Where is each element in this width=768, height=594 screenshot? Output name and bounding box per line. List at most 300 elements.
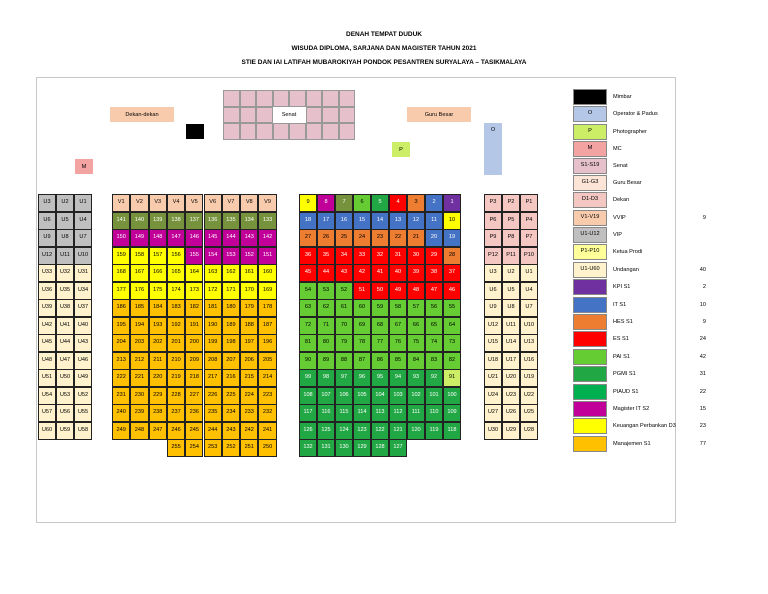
seat-guest-right[interactable]: P5 [502,212,520,230]
seat-mid-left[interactable]: 247 [149,422,167,440]
seat-mid-right[interactable]: 128 [371,439,389,457]
seat-mid-right[interactable]: 66 [407,317,425,335]
seat-guest-left[interactable]: U10 [74,247,92,265]
seat-guest-right[interactable]: U30 [484,422,502,440]
seat-mid-left[interactable]: V8 [240,194,258,212]
seat-guest-left[interactable]: U32 [56,264,74,282]
seat-mid-right[interactable]: 43 [335,264,353,282]
seat-mid-left[interactable]: 225 [222,387,240,405]
seat-mid-right[interactable]: 100 [443,387,461,405]
seat-guest-left[interactable]: U57 [38,404,56,422]
seat-mid-left[interactable]: 200 [185,334,203,352]
seat-mid-left[interactable]: 198 [222,334,240,352]
seat-guest-right[interactable]: U23 [502,387,520,405]
seat-mid-right[interactable]: 55 [443,299,461,317]
seat-guest-left[interactable]: U44 [56,334,74,352]
seat-mid-right[interactable]: 51 [353,282,371,300]
seat-mid-left[interactable]: V2 [130,194,148,212]
seat-mid-left[interactable]: 179 [240,299,258,317]
seat-mid-right[interactable]: 41 [371,264,389,282]
seat-mid-left[interactable]: 250 [258,439,276,457]
seat-guest-right[interactable]: U22 [520,387,538,405]
seat-mid-left[interactable]: 160 [258,264,276,282]
seat-guest-right[interactable]: U4 [520,282,538,300]
seat-mid-left[interactable]: 142 [258,229,276,247]
seat-guest-right[interactable]: U6 [484,282,502,300]
seat-mid-right[interactable]: 98 [317,369,335,387]
seat-mid-left[interactable]: 236 [185,404,203,422]
seat-mid-right[interactable]: 57 [407,299,425,317]
seat-mid-left[interactable]: 235 [204,404,222,422]
seat-guest-left[interactable]: U37 [74,299,92,317]
seat-guest-right[interactable]: U10 [520,317,538,335]
seat-mid-left[interactable]: 212 [130,352,148,370]
seat-mid-right[interactable]: 50 [371,282,389,300]
seat-guest-left[interactable]: U11 [56,247,74,265]
seat-mid-left[interactable]: 253 [204,439,222,457]
seat-mid-right[interactable]: 26 [317,229,335,247]
seat-mid-right[interactable]: 83 [425,352,443,370]
seat-mid-right[interactable]: 14 [371,212,389,230]
seat-mid-right[interactable]: 23 [371,229,389,247]
seat-mid-left[interactable]: 211 [149,352,167,370]
seat-mid-right[interactable]: 113 [371,404,389,422]
seat-mid-left[interactable]: 194 [130,317,148,335]
seat-mid-left[interactable]: 244 [204,422,222,440]
seat-mid-left[interactable]: 214 [258,369,276,387]
seat-mid-left[interactable]: 183 [167,299,185,317]
seat-mid-right[interactable]: 30 [407,247,425,265]
seat-mid-right[interactable]: 69 [353,317,371,335]
seat-mid-left[interactable]: 159 [112,247,130,265]
seat-mid-left[interactable]: 138 [167,212,185,230]
seat-mid-left[interactable]: 207 [222,352,240,370]
seat-guest-right[interactable]: U15 [484,334,502,352]
seat-guest-right[interactable]: U13 [520,334,538,352]
seat-mid-right[interactable]: 64 [443,317,461,335]
seat-mid-right[interactable]: 106 [335,387,353,405]
seat-mid-left[interactable]: 188 [240,317,258,335]
seat-mid-right[interactable]: 56 [425,299,443,317]
seat-mid-left[interactable]: 153 [222,247,240,265]
seat-mid-right[interactable]: 47 [425,282,443,300]
seat-mid-right[interactable]: 116 [317,404,335,422]
seat-mid-left[interactable]: 162 [222,264,240,282]
seat-mid-left[interactable]: 184 [149,299,167,317]
seat-guest-right[interactable]: P6 [484,212,502,230]
seat-mid-left[interactable]: 231 [112,387,130,405]
seat-mid-left[interactable]: 224 [240,387,258,405]
seat-mid-left[interactable]: 151 [258,247,276,265]
seat-guest-left[interactable]: U54 [38,387,56,405]
seat-guest-right[interactable]: P12 [484,247,502,265]
seat-mid-right[interactable]: 122 [371,422,389,440]
seat-guest-right[interactable]: U18 [484,352,502,370]
seat-guest-right[interactable]: U27 [484,404,502,422]
seat-guest-left[interactable]: U38 [56,299,74,317]
seat-guest-left[interactable]: U45 [38,334,56,352]
seat-mid-left[interactable]: 170 [240,282,258,300]
seat-mid-left[interactable]: V9 [258,194,276,212]
seat-mid-left[interactable]: 186 [112,299,130,317]
seat-mid-left[interactable]: 229 [149,387,167,405]
seat-mid-right[interactable]: 103 [389,387,407,405]
seat-mid-right[interactable]: 20 [425,229,443,247]
seat-mid-left[interactable]: 221 [130,369,148,387]
seat-guest-right[interactable]: U20 [502,369,520,387]
seat-mid-right[interactable]: 28 [443,247,461,265]
seat-mid-left[interactable]: 255 [167,439,185,457]
seat-guest-left[interactable]: U55 [74,404,92,422]
seat-mid-left[interactable]: 201 [167,334,185,352]
seat-mid-right[interactable]: 9 [299,194,317,212]
seat-mid-right[interactable]: 117 [299,404,317,422]
seat-guest-left[interactable]: U59 [56,422,74,440]
seat-mid-right[interactable]: 12 [407,212,425,230]
seat-guest-right[interactable]: P3 [484,194,502,212]
seat-mid-right[interactable]: 21 [407,229,425,247]
seat-mid-right[interactable]: 1 [443,194,461,212]
seat-guest-right[interactable]: U24 [484,387,502,405]
seat-guest-left[interactable]: U8 [56,229,74,247]
seat-mid-left[interactable]: 172 [204,282,222,300]
seat-mid-left[interactable]: 154 [204,247,222,265]
seat-mid-left[interactable]: 215 [240,369,258,387]
seat-mid-right[interactable]: 61 [335,299,353,317]
seat-guest-right[interactable]: U16 [520,352,538,370]
seat-guest-right[interactable]: U26 [502,404,520,422]
seat-mid-left[interactable]: 248 [130,422,148,440]
seat-mid-right[interactable]: 93 [407,369,425,387]
seat-mid-right[interactable]: 119 [425,422,443,440]
seat-mid-right[interactable]: 92 [425,369,443,387]
seat-mid-right[interactable]: 35 [317,247,335,265]
seat-mid-right[interactable]: 67 [389,317,407,335]
seat-mid-left[interactable]: 234 [222,404,240,422]
seat-mid-right[interactable]: 24 [353,229,371,247]
seat-guest-left[interactable]: U58 [74,422,92,440]
seat-mid-right[interactable]: 42 [353,264,371,282]
seat-mid-right[interactable]: 60 [353,299,371,317]
seat-mid-right[interactable]: 53 [317,282,335,300]
seat-guest-left[interactable]: U46 [74,352,92,370]
seat-guest-right[interactable]: U21 [484,369,502,387]
seat-guest-left[interactable]: U3 [38,194,56,212]
seat-mid-left[interactable]: 219 [167,369,185,387]
seat-mid-left[interactable]: 168 [112,264,130,282]
seat-mid-left[interactable]: 145 [204,229,222,247]
seat-mid-right[interactable]: 94 [389,369,407,387]
seat-mid-left[interactable]: 182 [185,299,203,317]
seat-guest-right[interactable]: P4 [520,212,538,230]
seat-mid-left[interactable]: 149 [130,229,148,247]
seat-guest-right[interactable]: P9 [484,229,502,247]
seat-mid-left[interactable]: 197 [240,334,258,352]
seat-mid-left[interactable]: 164 [185,264,203,282]
seat-mid-left[interactable]: 251 [240,439,258,457]
seat-guest-right[interactable]: U5 [502,282,520,300]
seat-guest-right[interactable]: U28 [520,422,538,440]
seat-guest-left[interactable]: U1 [74,194,92,212]
seat-mid-right[interactable]: 59 [371,299,389,317]
seat-mid-left[interactable]: 203 [130,334,148,352]
seat-guest-right[interactable]: U7 [520,299,538,317]
seat-guest-right[interactable]: U25 [520,404,538,422]
seat-mid-left[interactable]: 191 [185,317,203,335]
seat-guest-left[interactable]: U60 [38,422,56,440]
seat-mid-left[interactable]: 220 [149,369,167,387]
seat-mid-right[interactable]: 2 [425,194,443,212]
seat-guest-right[interactable]: P2 [502,194,520,212]
seat-mid-left[interactable]: 254 [185,439,203,457]
seat-mid-left[interactable]: 192 [167,317,185,335]
seat-mid-left[interactable]: 237 [167,404,185,422]
seat-mid-left[interactable]: 226 [204,387,222,405]
seat-mid-left[interactable]: 206 [240,352,258,370]
seat-guest-right[interactable]: U12 [484,317,502,335]
seat-guest-left[interactable]: U5 [56,212,74,230]
seat-mid-right[interactable]: 90 [299,352,317,370]
seat-guest-right[interactable]: U29 [502,422,520,440]
seat-mid-right[interactable]: 102 [407,387,425,405]
seat-guest-left[interactable]: U42 [38,317,56,335]
seat-mid-right[interactable]: 72 [299,317,317,335]
seat-guest-right[interactable]: P10 [520,247,538,265]
seat-mid-right[interactable]: 80 [317,334,335,352]
seat-mid-left[interactable]: 245 [185,422,203,440]
seat-mid-left[interactable]: 205 [258,352,276,370]
seat-mid-right[interactable]: 71 [317,317,335,335]
seat-mid-left[interactable]: V3 [149,194,167,212]
seat-mid-left[interactable]: 199 [204,334,222,352]
seat-guest-left[interactable]: U41 [56,317,74,335]
seat-mid-left[interactable]: 246 [167,422,185,440]
seat-guest-left[interactable]: U49 [74,369,92,387]
seat-mid-left[interactable]: 150 [112,229,130,247]
seat-guest-right[interactable]: U1 [520,264,538,282]
seat-mid-left[interactable]: V1 [112,194,130,212]
seat-guest-left[interactable]: U39 [38,299,56,317]
seat-mid-right[interactable]: 86 [371,352,389,370]
seat-mid-right[interactable]: 112 [389,404,407,422]
seat-mid-right[interactable]: 62 [317,299,335,317]
seat-guest-left[interactable]: U33 [38,264,56,282]
seat-mid-left[interactable]: 180 [222,299,240,317]
seat-mid-left[interactable]: 146 [185,229,203,247]
seat-mid-left[interactable]: 216 [222,369,240,387]
seat-mid-right[interactable]: 131 [317,439,335,457]
seat-mid-right[interactable]: 85 [389,352,407,370]
seat-mid-left[interactable]: 156 [167,247,185,265]
seat-mid-right[interactable]: 46 [443,282,461,300]
seat-mid-left[interactable]: 144 [222,229,240,247]
seat-mid-right[interactable]: 81 [299,334,317,352]
seat-mid-right[interactable]: 6 [353,194,371,212]
seat-mid-right[interactable]: 127 [389,439,407,457]
seat-guest-left[interactable]: U9 [38,229,56,247]
seat-guest-left[interactable]: U48 [38,352,56,370]
seat-mid-left[interactable]: 210 [167,352,185,370]
seat-mid-right[interactable]: 105 [353,387,371,405]
seat-mid-left[interactable]: 169 [258,282,276,300]
seat-mid-left[interactable]: 252 [222,439,240,457]
seat-guest-left[interactable]: U40 [74,317,92,335]
seat-mid-right[interactable]: 97 [335,369,353,387]
seat-mid-left[interactable]: 185 [130,299,148,317]
seat-guest-left[interactable]: U51 [38,369,56,387]
seat-guest-left[interactable]: U7 [74,229,92,247]
seat-guest-left[interactable]: U56 [56,404,74,422]
seat-mid-right[interactable]: 36 [299,247,317,265]
seat-mid-left[interactable]: 204 [112,334,130,352]
seat-mid-right[interactable]: 7 [335,194,353,212]
seat-guest-right[interactable]: P8 [502,229,520,247]
seat-mid-left[interactable]: 136 [204,212,222,230]
seat-mid-left[interactable]: 241 [258,422,276,440]
seat-mid-left[interactable]: 152 [240,247,258,265]
seat-mid-right[interactable]: 52 [335,282,353,300]
seat-guest-right[interactable]: U2 [502,264,520,282]
seat-mid-left[interactable]: 181 [204,299,222,317]
seat-mid-left[interactable]: 227 [185,387,203,405]
seat-mid-right[interactable]: 101 [425,387,443,405]
seat-mid-left[interactable]: 217 [204,369,222,387]
seat-mid-right[interactable]: 70 [335,317,353,335]
seat-mid-right[interactable]: 13 [389,212,407,230]
seat-mid-left[interactable]: 233 [240,404,258,422]
seat-guest-left[interactable]: U35 [56,282,74,300]
seat-mid-left[interactable]: 157 [149,247,167,265]
seat-mid-left[interactable]: 163 [204,264,222,282]
seat-mid-right[interactable]: 109 [443,404,461,422]
seat-guest-right[interactable]: P7 [520,229,538,247]
seat-mid-left[interactable]: 158 [130,247,148,265]
seat-guest-left[interactable]: U4 [74,212,92,230]
seat-mid-left[interactable]: V5 [185,194,203,212]
seat-guest-left[interactable]: U31 [74,264,92,282]
seat-mid-right[interactable]: 63 [299,299,317,317]
seat-mid-left[interactable]: 167 [130,264,148,282]
seat-mid-left[interactable]: 140 [130,212,148,230]
seat-mid-right[interactable]: 34 [335,247,353,265]
seat-mid-right[interactable]: 38 [425,264,443,282]
seat-mid-left[interactable]: 218 [185,369,203,387]
seat-mid-right[interactable]: 10 [443,212,461,230]
seat-mid-right[interactable]: 32 [371,247,389,265]
seat-mid-right[interactable]: 96 [353,369,371,387]
seat-mid-left[interactable]: 171 [222,282,240,300]
seat-mid-right[interactable]: 73 [443,334,461,352]
seat-guest-right[interactable]: U11 [502,317,520,335]
seat-mid-left[interactable]: V7 [222,194,240,212]
seat-mid-right[interactable]: 108 [299,387,317,405]
seat-mid-left[interactable]: 242 [240,422,258,440]
seat-mid-right[interactable]: 19 [443,229,461,247]
seat-mid-left[interactable]: 178 [258,299,276,317]
seat-mid-right[interactable]: 107 [317,387,335,405]
seat-mid-left[interactable]: 161 [240,264,258,282]
seat-mid-left[interactable]: 141 [112,212,130,230]
seat-mid-right[interactable]: 84 [407,352,425,370]
seat-mid-right[interactable]: 129 [353,439,371,457]
seat-mid-right[interactable]: 88 [335,352,353,370]
seat-guest-left[interactable]: U6 [38,212,56,230]
seat-mid-right[interactable]: 25 [335,229,353,247]
seat-mid-right[interactable]: 54 [299,282,317,300]
seat-guest-right[interactable]: U3 [484,264,502,282]
seat-mid-left[interactable]: 147 [167,229,185,247]
seat-mid-right[interactable]: 91 [443,369,461,387]
seat-mid-left[interactable]: 187 [258,317,276,335]
seat-guest-left[interactable]: U12 [38,247,56,265]
seat-mid-right[interactable]: 31 [389,247,407,265]
seat-mid-right[interactable]: 3 [407,194,425,212]
seat-mid-left[interactable]: 139 [149,212,167,230]
seat-mid-left[interactable]: 155 [185,247,203,265]
seat-guest-right[interactable]: P1 [520,194,538,212]
seat-mid-right[interactable]: 95 [371,369,389,387]
seat-guest-right[interactable]: U14 [502,334,520,352]
seat-guest-right[interactable]: U8 [502,299,520,317]
seat-mid-right[interactable]: 11 [425,212,443,230]
seat-mid-right[interactable]: 76 [389,334,407,352]
seat-mid-right[interactable]: 45 [299,264,317,282]
seat-mid-left[interactable]: 249 [112,422,130,440]
seat-mid-right[interactable]: 44 [317,264,335,282]
seat-mid-left[interactable]: 137 [185,212,203,230]
seat-guest-left[interactable]: U52 [74,387,92,405]
seat-mid-right[interactable]: 17 [317,212,335,230]
seat-mid-right[interactable]: 114 [353,404,371,422]
seat-mid-right[interactable]: 110 [425,404,443,422]
seat-guest-left[interactable]: U36 [38,282,56,300]
seat-mid-left[interactable]: 176 [130,282,148,300]
seat-mid-right[interactable]: 75 [407,334,425,352]
seat-mid-left[interactable]: 213 [112,352,130,370]
seat-mid-right[interactable]: 79 [335,334,353,352]
seat-mid-left[interactable]: 143 [240,229,258,247]
seat-guest-left[interactable]: U2 [56,194,74,212]
seat-guest-left[interactable]: U53 [56,387,74,405]
seat-mid-left[interactable]: 134 [240,212,258,230]
seat-guest-right[interactable]: U17 [502,352,520,370]
seat-mid-right[interactable]: 49 [389,282,407,300]
seat-mid-right[interactable]: 65 [425,317,443,335]
seat-mid-right[interactable]: 18 [299,212,317,230]
seat-mid-right[interactable]: 74 [425,334,443,352]
seat-mid-left[interactable]: 196 [258,334,276,352]
seat-guest-right[interactable]: U19 [520,369,538,387]
seat-mid-left[interactable]: 190 [204,317,222,335]
seat-mid-right[interactable]: 16 [335,212,353,230]
seat-mid-right[interactable]: 104 [371,387,389,405]
seat-mid-left[interactable]: 209 [185,352,203,370]
seat-guest-left[interactable]: U34 [74,282,92,300]
seat-mid-left[interactable]: 238 [149,404,167,422]
seat-mid-left[interactable]: 133 [258,212,276,230]
seat-mid-right[interactable]: 99 [299,369,317,387]
seat-mid-right[interactable]: 39 [407,264,425,282]
seat-mid-right[interactable]: 15 [353,212,371,230]
seat-mid-left[interactable]: 232 [258,404,276,422]
seat-mid-right[interactable]: 77 [371,334,389,352]
seat-mid-right[interactable]: 125 [317,422,335,440]
seat-guest-left[interactable]: U50 [56,369,74,387]
seat-mid-left[interactable]: 148 [149,229,167,247]
seat-mid-left[interactable]: 222 [112,369,130,387]
seat-mid-right[interactable]: 33 [353,247,371,265]
seat-mid-right[interactable]: 5 [371,194,389,212]
